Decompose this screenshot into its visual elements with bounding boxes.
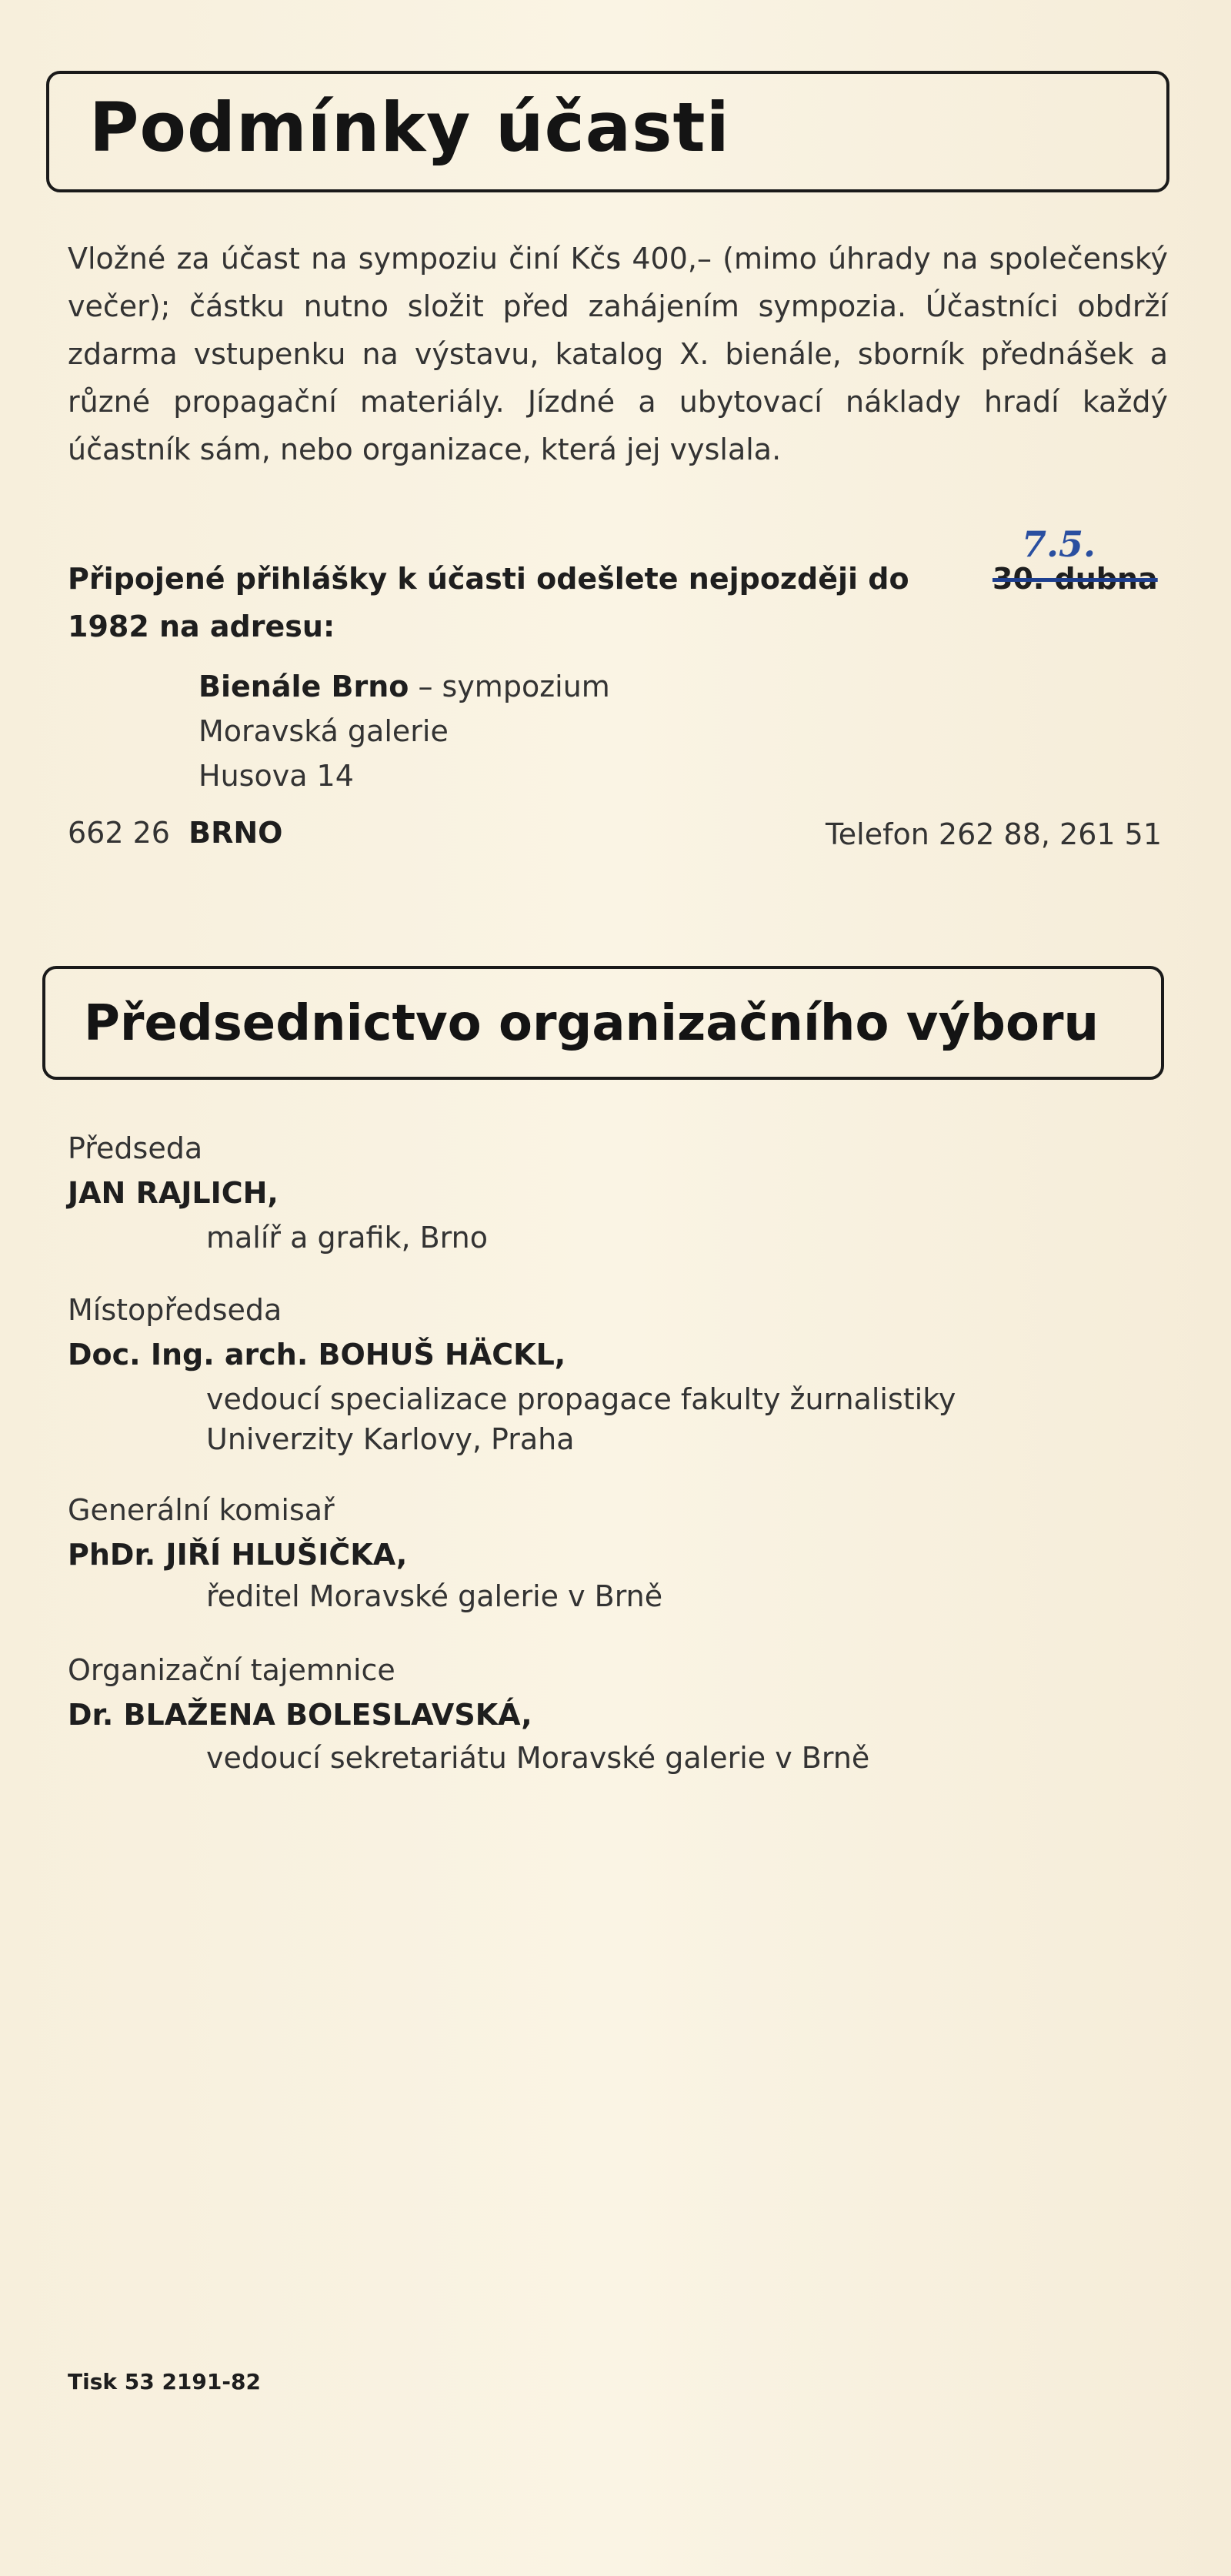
address-name-bold: Bienále Brno: [198, 670, 409, 703]
member-role: Generální komisař: [68, 1493, 335, 1527]
print-code: Tisk 53 2191-82: [68, 2369, 261, 2394]
conditions-heading-box: [46, 71, 1169, 192]
committee-heading-box: [42, 966, 1164, 1080]
member-desc: ředitel Moravské galerie v Brně: [206, 1579, 663, 1613]
member-role: Předseda: [68, 1131, 203, 1165]
conditions-title: Podmínky účasti: [89, 88, 730, 167]
deadline-label: Připojené přihlášky k účasti odešlete nejpozději do: [68, 562, 909, 596]
deadline-handwritten-correction: 7.5.: [1022, 523, 1096, 565]
address-line3: Husova 14: [198, 759, 354, 793]
member-desc: vedoucí sekretariátu Moravské galerie v Brně: [206, 1741, 870, 1775]
member-name: Dr. BLAŽENA BOLESLAVSKÁ,: [68, 1698, 532, 1732]
committee-title: Předsednictvo organizačního výboru: [84, 995, 1099, 1052]
member-desc: malíř a grafik, Brno: [206, 1221, 488, 1255]
deadline-line2: 1982 na adresu:: [68, 610, 335, 643]
member-name: PhDr. JIŘÍ HLUŠIČKA,: [68, 1538, 408, 1572]
deadline-date-struck: 30. dubna: [992, 562, 1158, 596]
member-role: Místopředseda: [68, 1293, 282, 1327]
member-role: Organizační tajemnice: [68, 1653, 395, 1687]
member-name: Doc. Ing. arch. BOHUŠ HÄCKL,: [68, 1338, 566, 1372]
member-desc: Univerzity Karlovy, Praha: [206, 1422, 575, 1456]
member-desc: vedoucí specializace propagace fakulty žurnalistiky: [206, 1382, 956, 1416]
city: BRNO: [188, 816, 283, 850]
phone-number: Telefon 262 88, 261 51: [826, 817, 1162, 851]
postcode: 662 26: [68, 816, 170, 850]
conditions-paragraph: Vložné za účast na sympoziu činí Kčs 400,– (mimo úhrady na společenský večer); částku nutno složit před zahájením sympozia. Účastníci obdrží zdarma vstupenku na výstavu, katalog X. bienále, sborník přednášek a různé propagační materiály. Jízdné a ubytovací náklady hradí každý účastník sám, nebo organizace, která jej vyslala.: [68, 242, 1168, 466]
member-name: JAN RAJLICH,: [68, 1176, 279, 1210]
address-line1: [198, 670, 610, 703]
address-name-rest: – sympozium: [409, 670, 610, 703]
address-line2: Moravská galerie: [198, 714, 449, 748]
address-postcode-city: [68, 816, 282, 850]
